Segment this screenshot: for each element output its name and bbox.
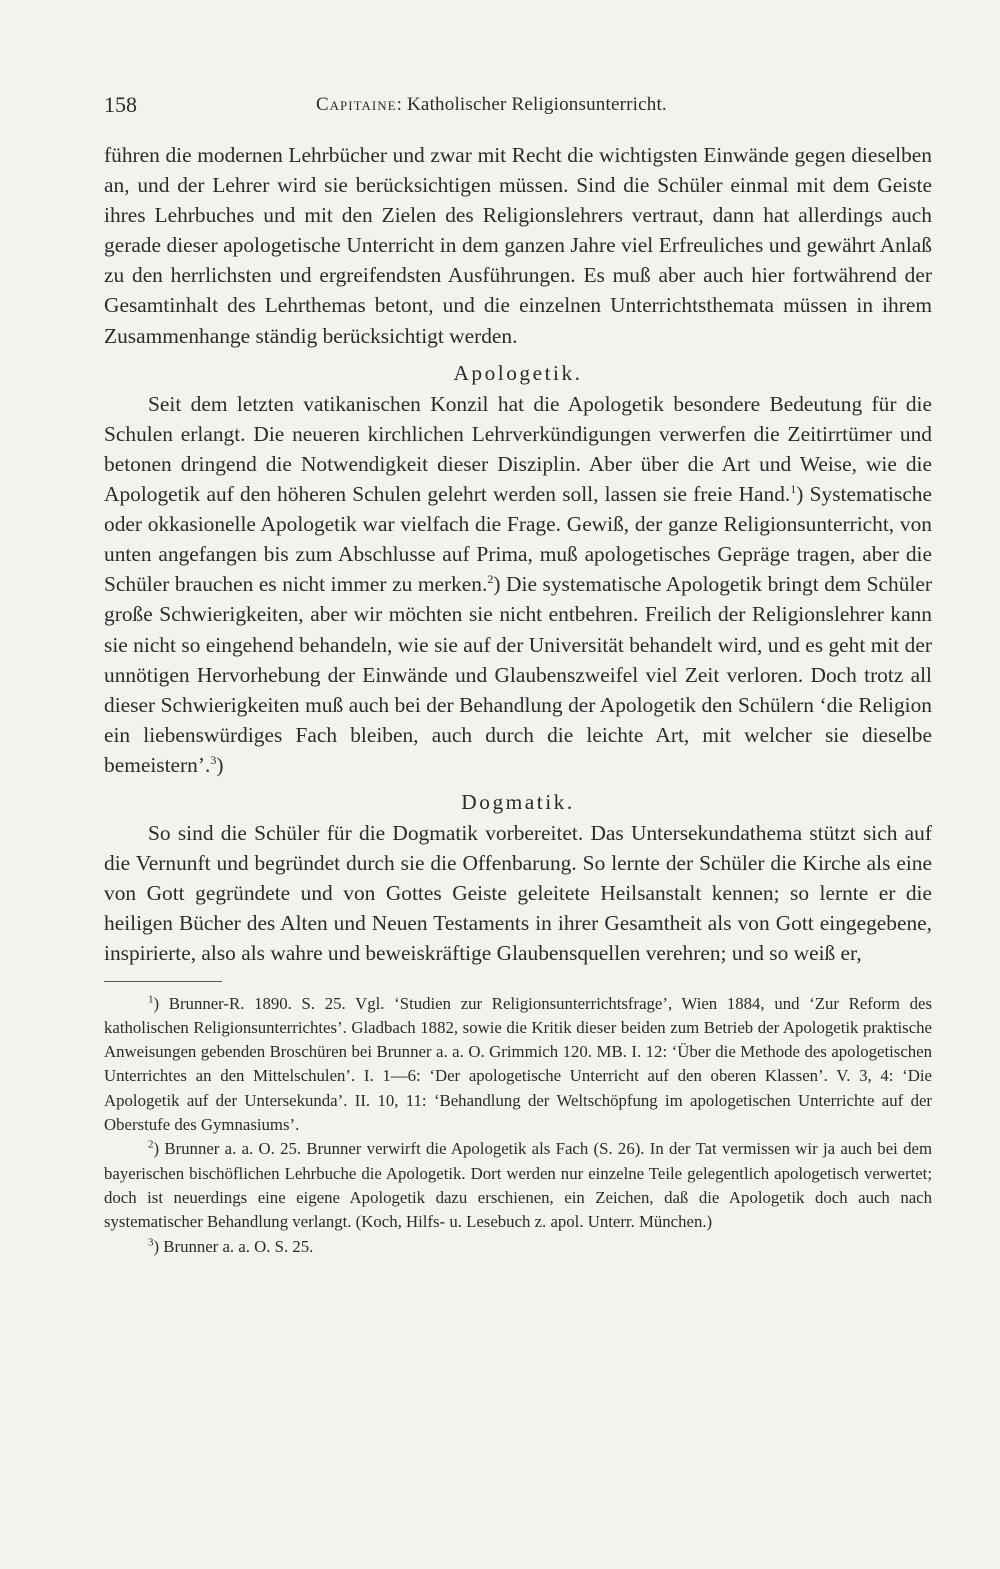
apologetik-text-3: ) Die systematische Apologetik bringt dem Schüler große Schwierigkeiten, aber wir möchten sie nicht entbehren. Freilich der Religionslehrer kann sie nicht so eingehend behandeln, wie sie auf der Universität behandelt wird, und es geht mit der unnötigen Hervorhebung der Einwände und Glaubenszweifel viel Zeit verloren. Doch trotz all dieser Schwierigkeiten muß auch bei der Behandlung der Apologetik den Schülern ‘die Religion ein liebenswürdiges Fach bleiben, auch durch die leichte Art, mit welcher sie dieselbe bemeistern’. [104, 572, 932, 777]
apologetik-paragraph [104, 389, 932, 780]
main-text [104, 140, 932, 969]
footnote-2 [104, 1137, 932, 1234]
footnote-3-mark: 3 [148, 1235, 154, 1248]
footnote-divider [104, 981, 222, 982]
footnote-ref-1: 1 [790, 481, 797, 496]
footnote-3-text: ) Brunner a. a. O. S. 25. [153, 1236, 314, 1256]
section-heading-apologetik: Apologetik. [453, 360, 583, 385]
footnote-1-mark: 1 [148, 992, 154, 1005]
running-header [104, 92, 932, 126]
footnote-1 [104, 992, 932, 1138]
apologetik-text-1: Seit dem letzten vatikanischen Konzil hat die Apologetik besondere Bedeutung für die Schulen erlangt. Die neueren kirchlichen Lehrverkündigungen verwerfen die Zeitirrtümer und betonen dringend die Notwendigkeit dieser Disziplin. Aber über die Art und Weise, wie die Apologetik auf den höheren Schulen gelehrt werden soll, lassen sie freie Hand. [104, 391, 932, 507]
footnote-1-text: ) Brunner-R. 1890. S. 25. Vgl. ‘Studien zur Religionsunterrichtsfrage’, Wien 1884, und ‘Zur Reform des katholischen Religionsunterrichtes’. Gladbach 1882, sowie die Kritik dieser beiden zum Betrieb der Apologetik praktische Anweisungen gebenden Broschüren bei Brunner a. a. O. Grimmich 120. MB. I. 12: ‘Über die Methode des apologetischen Unterrichtes an den Mittelschulen’. I. 1—6: ‘Der apologetische Unterricht auf den oberen Klassen’. V. 3, 4: ‘Die Apologetik auf der Untersekunda’. II. 10, 11: ‘Behandlung der Weltschöpfung im apologetischen Unterrichte auf der Oberstufe des Gymnasiums’. [104, 993, 932, 1135]
author-name: Capitaine [316, 94, 397, 115]
apologetik-text-2: ) Systematische oder okkasionelle Apologetik war vielfach die Frage. Gewiß, der ganze Religionsunterricht, von unten angefangen bis zum Abschlusse auf Prima, muß apologetisches Gepräge tragen, aber die Schüler brauchen es nicht immer zu merken. [104, 482, 932, 597]
apologetik-text-4: ) [216, 752, 224, 777]
footnote-2-mark: 2 [148, 1138, 154, 1151]
footnote-2-text: ) Brunner a. a. O. 25. Brunner verwirft die Apologetik als Fach (S. 26). In der Tat vermissen wir ja auch bei dem bayerischen bischöflichen Lehrbuche die Apologetik. Dort werden nur einzelne Teile gelegentlich apologetisch verwertet; doch ist neuerdings eine eigene Apologetik dazu erschienen, ein Zeichen, daß die Apologetik doch auch nach systematischer Behandlung verlangt. (Koch, Hilfs- u. Lesebuch z. apol. Unterr. München.) [104, 1139, 932, 1232]
dogmatik-paragraph: So sind die Schüler für die Dogmatik vorbereitet. Das Untersekundathema stützt sich auf die Vernunft und begründet durch sie die Offenbarung. So lernte der Schüler die Kirche als eine von Gott gegründete und von Gottes Geiste geleitete Heilsanstalt kennen; so lernte er die heiligen Bücher des Alten und Neuen Testaments in ihrer Gesamtheit als von Gott eingegebene, inspirierte, also als wahre und beweiskräftige Glaubensquellen verehren; und so weiß er, [104, 821, 932, 966]
page-number: 158 [104, 92, 137, 117]
footnote-3 [104, 1235, 932, 1259]
footnote-ref-2: 2 [487, 572, 494, 587]
footnotes [104, 992, 932, 1259]
chapter-title: Katholischer Religionsunterricht. [407, 94, 667, 115]
section-heading-dogmatik: Dogmatik. [461, 789, 575, 814]
title-separator: : [396, 94, 403, 115]
intro-paragraph: führen die modernen Lehrbücher und zwar mit Recht die wichtigsten Einwände gegen dieselben an, und der Lehrer wird sie berücksichtigen müssen. Sind die Schüler einmal mit dem Geiste ihres Lehrbuches und mit den Zielen des Religionslehrers vertraut, dann hat allerdings auch gerade dieser apologetische Unterricht in dem ganzen Jahre viel Erfreuliches und gewährt Anlaß zu den herrlichsten und ergreifendsten Ausführungen. Es muß aber auch hier fortwährend der Gesamtinhalt des Lehrthemas betont, und die einzelnen Unterrichtsthemata müssen in ihrem Zusammenhange ständig berücksichtigt werden. [104, 143, 932, 348]
running-title [316, 94, 667, 116]
footnote-ref-3: 3 [210, 752, 217, 767]
